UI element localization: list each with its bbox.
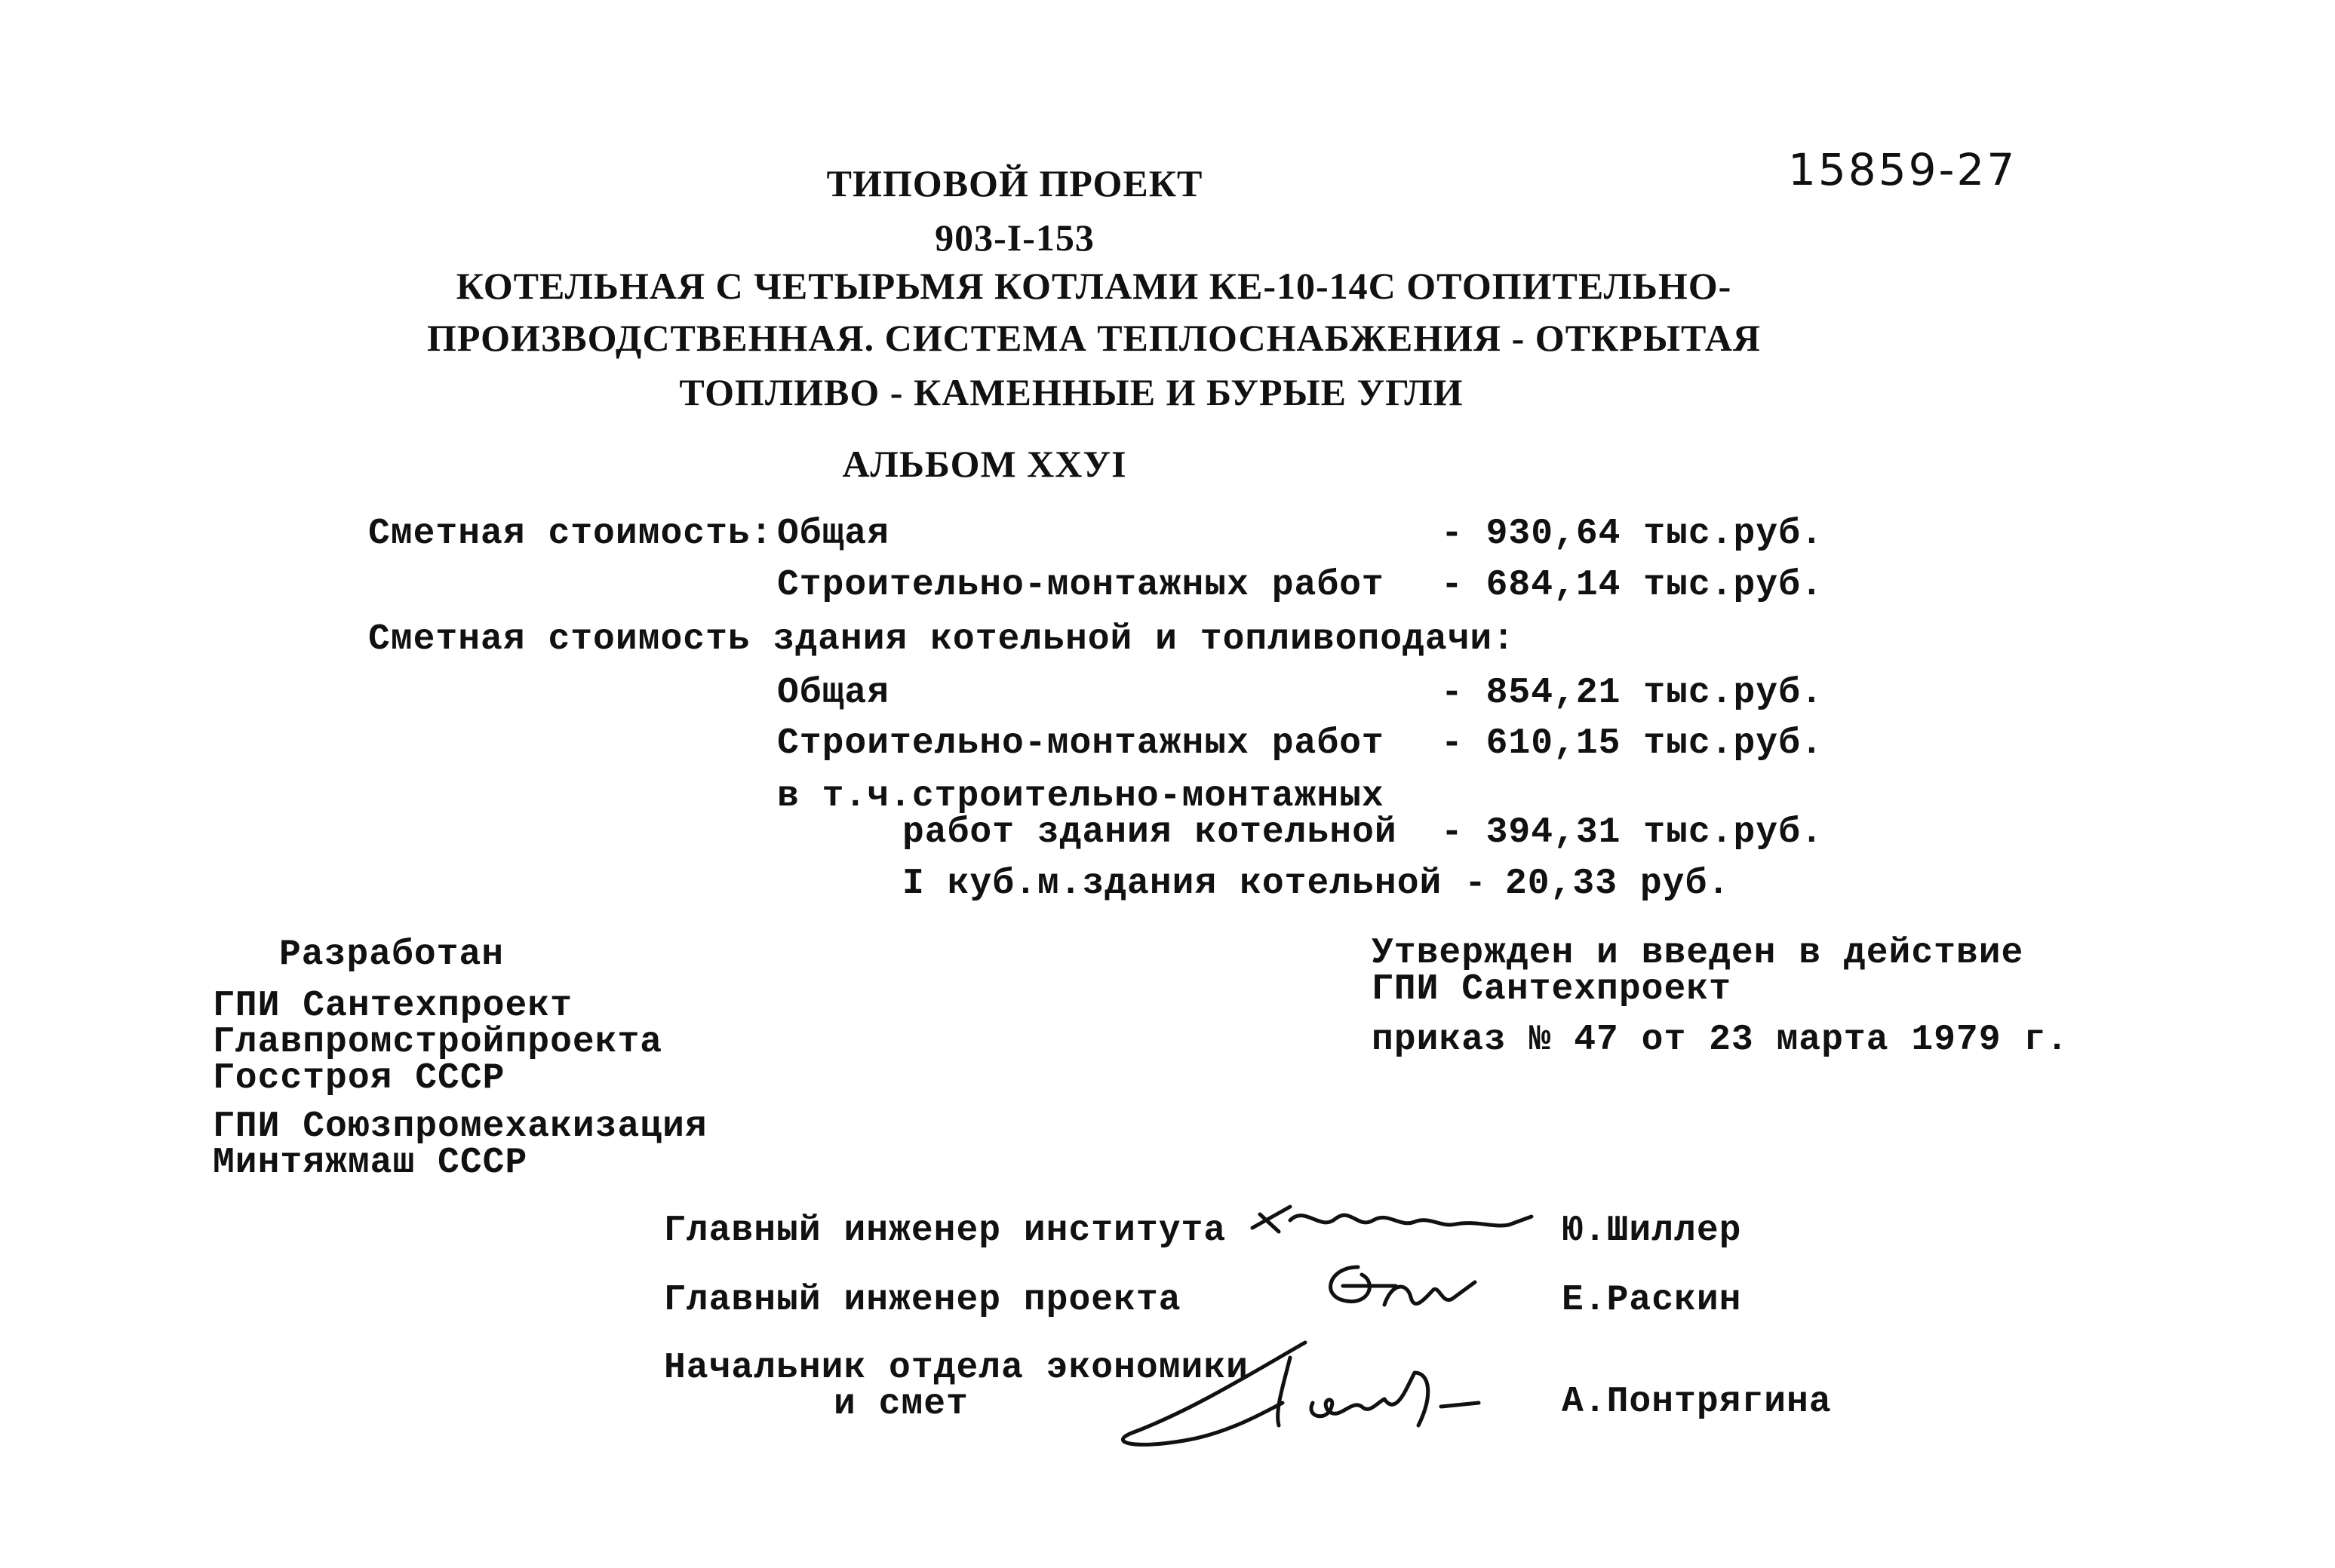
building-total-label: Общая bbox=[777, 673, 890, 713]
approval-line-2: ГПИ Сантехпроект bbox=[1372, 969, 1731, 1010]
document-number-stamp: 15859-27 bbox=[1788, 144, 2017, 195]
project-type-heading: ТИПОВОЙ ПРОЕКТ bbox=[826, 162, 1203, 204]
developer-org-2-line-1: ГПИ Союзпромехакизация bbox=[213, 1106, 708, 1147]
building-construction-label: Строительно-монтажных работ bbox=[777, 723, 1384, 764]
construction-cost-value: - 684,14 тыс.руб. bbox=[1441, 565, 1823, 606]
developer-org-2-line-2: Минтяжмаш СССР bbox=[213, 1143, 528, 1183]
building-cost-heading: Сметная стоимость здания котельной и топливоподачи: bbox=[368, 619, 1516, 660]
signatory-3-role-line-1: Начальник отдела экономики bbox=[664, 1348, 1249, 1388]
signature-2-handwritten bbox=[1313, 1252, 1494, 1327]
project-title-line-3: ТОПЛИВО - КАМЕННЫЕ И БУРЫЕ УГЛИ bbox=[679, 371, 1464, 413]
signature-1-handwritten bbox=[1237, 1198, 1539, 1250]
estimate-cost-label: Сметная стоимость: bbox=[368, 514, 773, 554]
signatory-1-role: Главный инженер института bbox=[664, 1211, 1227, 1251]
developer-org-1-line-1: ГПИ Сантехпроект bbox=[213, 986, 573, 1026]
project-code: 903-I-153 bbox=[935, 216, 1095, 259]
building-construction-value: - 610,15 тыс.руб. bbox=[1441, 723, 1823, 764]
signature-3-handwritten bbox=[1101, 1327, 1524, 1456]
developer-org-1-line-2: Главпромстройпроекта bbox=[213, 1022, 663, 1063]
signatory-1-name: Ю.Шиллер bbox=[1562, 1211, 1742, 1251]
signatory-2-role: Главный инженер проекта bbox=[664, 1280, 1181, 1321]
signatory-3-role-line-2: и смет bbox=[834, 1384, 969, 1425]
approval-line-1: Утвержден и введен в действие bbox=[1372, 933, 2024, 974]
cubic-meter-label: I куб.м.здания котельной - bbox=[902, 864, 1487, 904]
cubic-meter-value: 20,33 руб. bbox=[1505, 864, 1731, 904]
approval-order: приказ № 47 от 23 марта 1979 г. bbox=[1372, 1020, 2069, 1060]
total-cost-value: - 930,64 тыс.руб. bbox=[1441, 514, 1823, 554]
album-number: АЛЬБОМ XXУI bbox=[842, 443, 1127, 485]
project-title-line-2: ПРОИЗВОДСТВЕННАЯ. СИСТЕМА ТЕПЛОСНАБЖЕНИЯ - ОТКРЫТАЯ bbox=[426, 317, 1762, 359]
including-label-line-1: в т.ч.строительно-монтажных bbox=[777, 776, 1384, 817]
total-cost-label: Общая bbox=[777, 514, 890, 554]
signatory-2-name: Е.Раскин bbox=[1562, 1280, 1742, 1321]
developed-by-heading: Разработан bbox=[279, 934, 505, 975]
project-title-line-1: КОТЕЛЬНАЯ С ЧЕТЫРЬМЯ КОТЛАМИ КЕ-10-14С ОТОПИТЕЛЬНО- bbox=[456, 265, 1732, 307]
including-value: - 394,31 тыс.руб. bbox=[1441, 812, 1823, 853]
signatory-3-name: А.Понтрягина bbox=[1562, 1382, 1832, 1422]
construction-cost-label: Строительно-монтажных работ bbox=[777, 565, 1384, 606]
including-label-line-2: работ здания котельной bbox=[902, 812, 1397, 853]
developer-org-1-line-3: Госстроя СССР bbox=[213, 1058, 505, 1099]
building-total-value: - 854,21 тыс.руб. bbox=[1441, 673, 1823, 713]
